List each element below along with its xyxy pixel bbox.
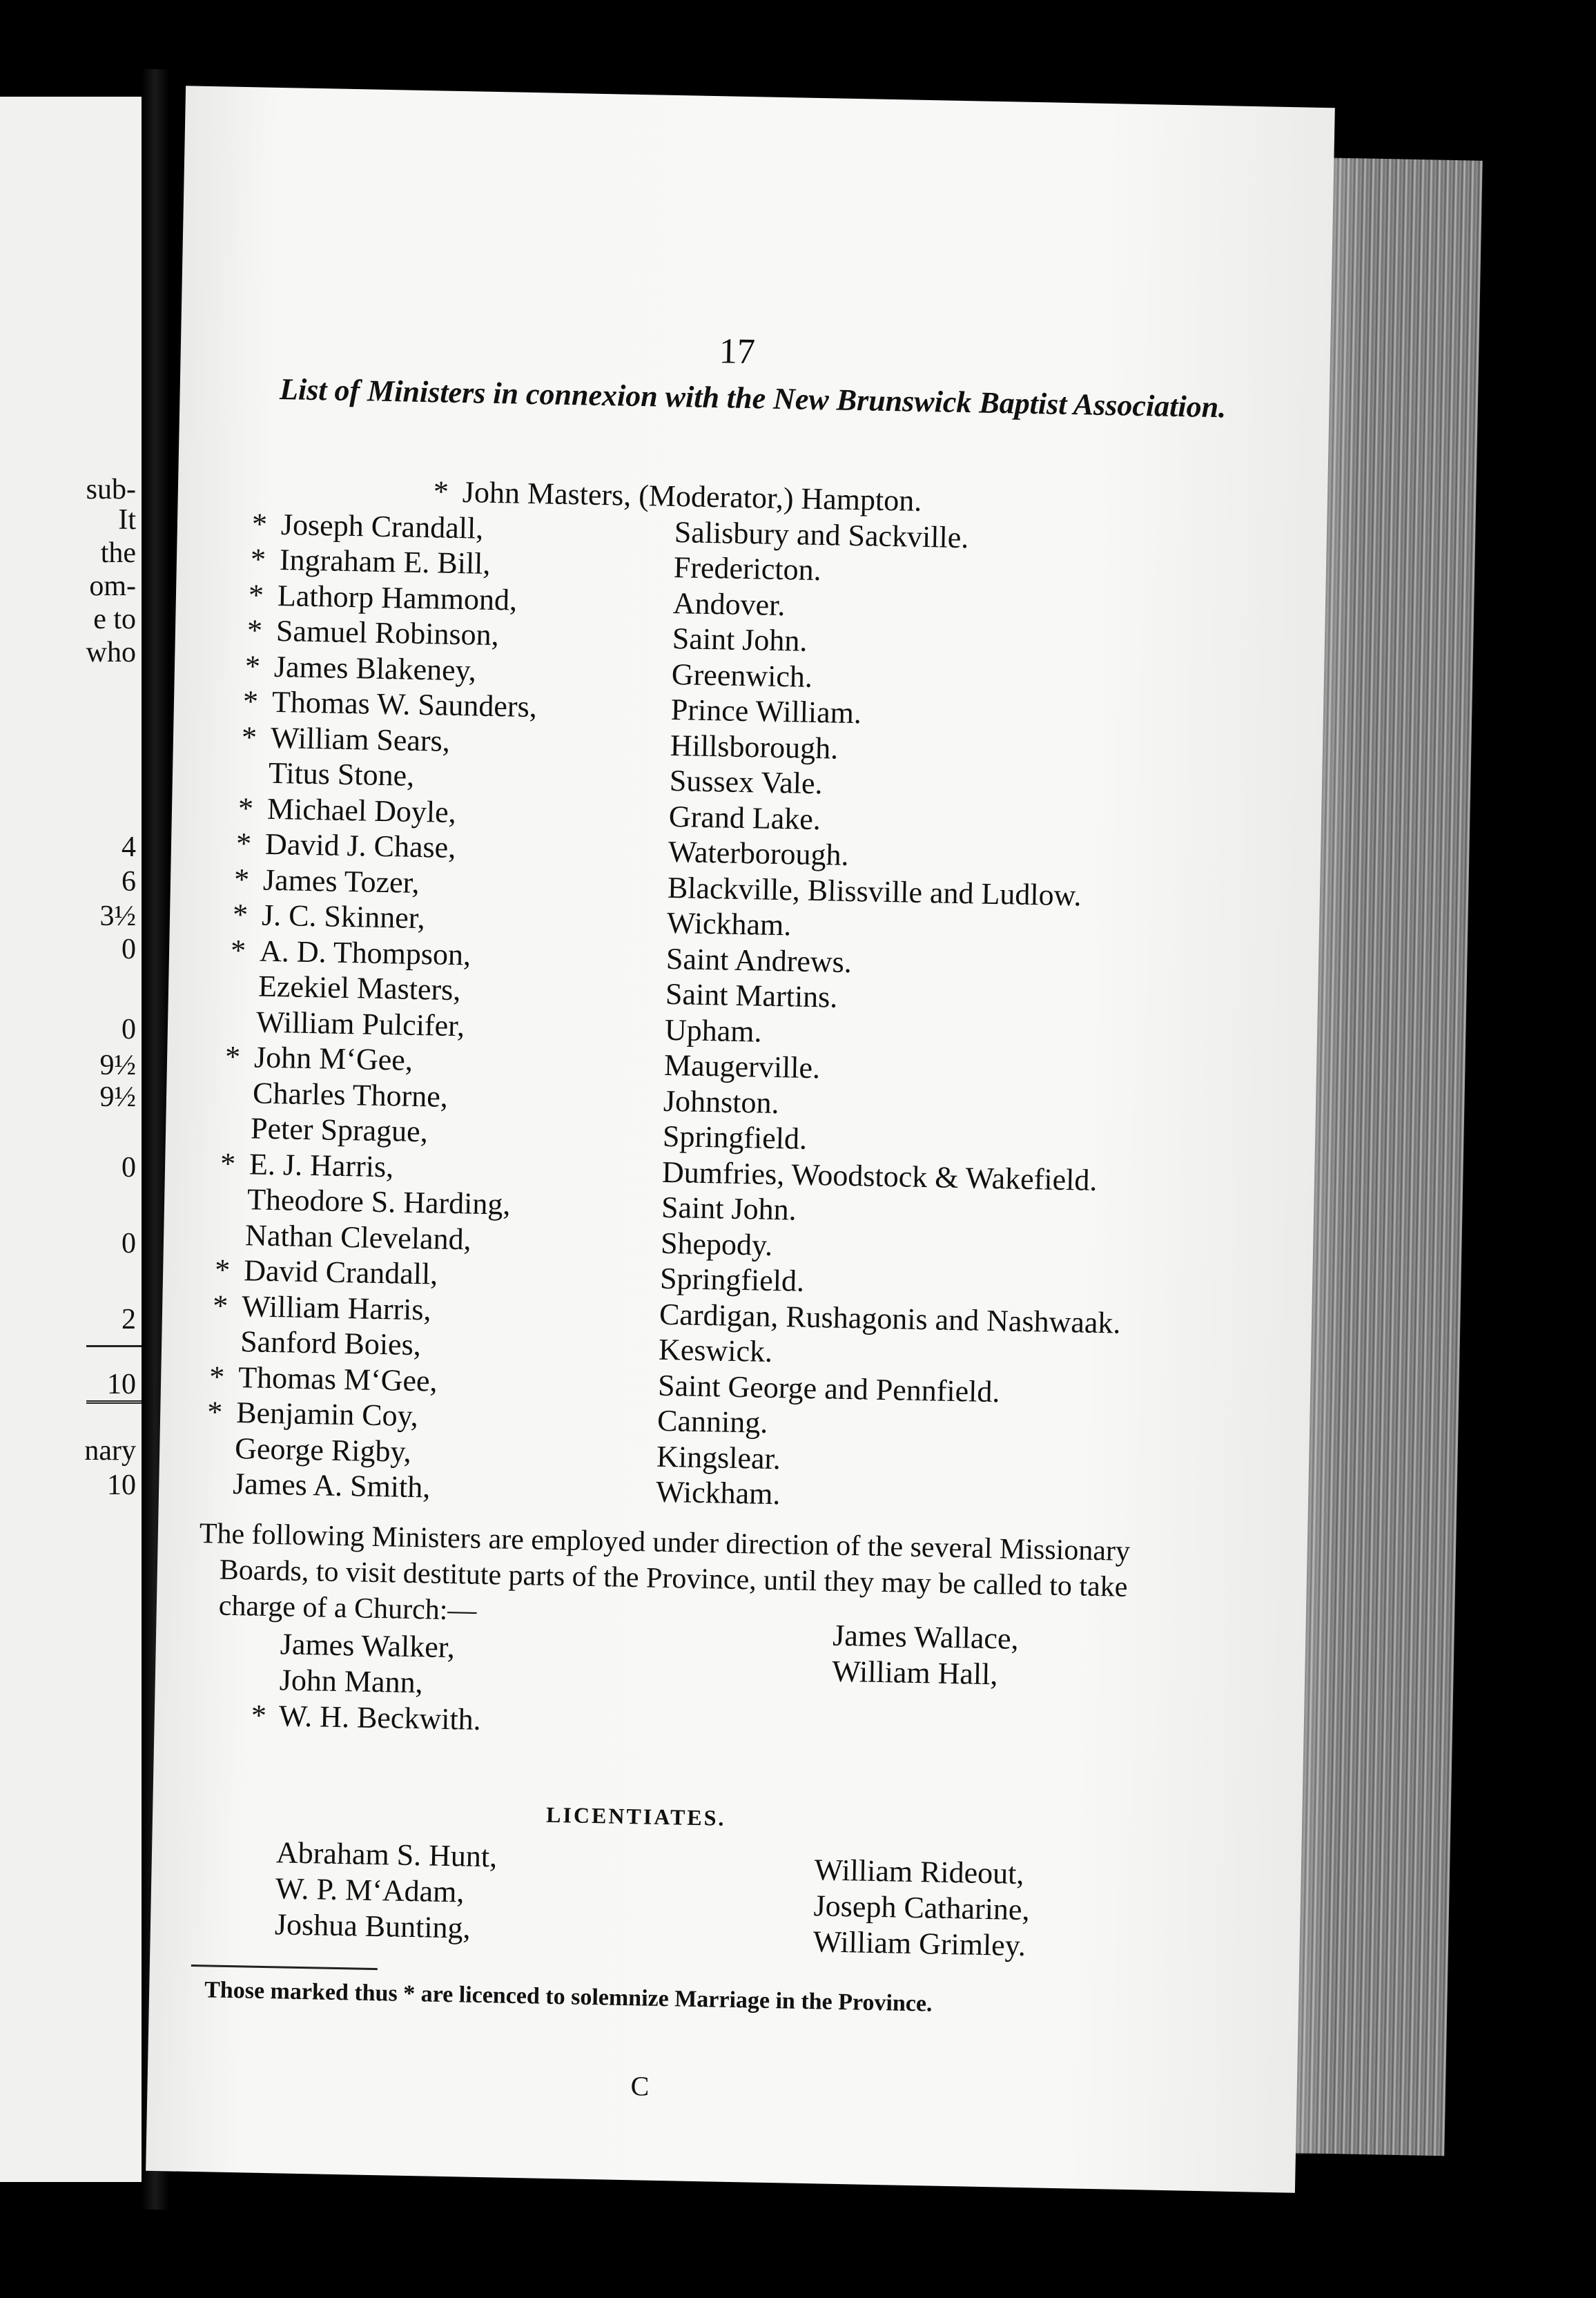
left-page-line: 0: [121, 1152, 136, 1184]
minister-place: Cardigan, Rushagonis and Nashwaak.: [659, 1297, 1121, 1340]
minister-place: Andover.: [672, 586, 786, 622]
missionary-name: John Mann,: [279, 1663, 424, 1700]
minister-place: Grand Lake.: [668, 799, 821, 836]
minister-place: Dumfries, Woodstock & Wakefield.: [661, 1155, 1098, 1197]
minister-name: J. C. Skinner,: [261, 898, 426, 936]
missionary-paragraph: The following Ministers are employed under direction of the several Missionary Boards, to visit destitute parts of the Province, until they may be called to take charge of a Church:—: [199, 1518, 1131, 1627]
minister-place: Salisbury and Sackville.: [674, 514, 969, 554]
minister-place: Wickham.: [655, 1474, 781, 1512]
minister-name: John M‘Gee,: [253, 1040, 413, 1077]
minister-place: Springfield.: [662, 1119, 808, 1156]
marriage-mark: *: [206, 1395, 223, 1429]
minister-place: Canning.: [656, 1403, 768, 1440]
left-page-line: the: [100, 537, 136, 569]
minister-name: James Blakeney,: [273, 649, 477, 688]
minister-place: Wickham.: [666, 905, 792, 943]
marriage-mark: *: [250, 542, 266, 577]
missionary-left: [251, 1662, 423, 1701]
missionary-name: W. H. Beckwith.: [278, 1699, 482, 1737]
marriage-mark: *: [230, 933, 246, 967]
minister-place: Sussex Vale.: [669, 763, 824, 801]
missionary-left: [251, 1698, 481, 1737]
left-facing-page: [0, 97, 142, 2182]
left-page-line: sub-: [86, 474, 136, 505]
marriage-mark: [206, 1430, 234, 1431]
marriage-mark: *: [214, 1253, 231, 1287]
marriage-mark: [224, 1074, 252, 1075]
minister-place: Saint John.: [661, 1190, 797, 1227]
signature-mark: C: [630, 2070, 650, 2102]
licentiate-left: Abraham S. Hunt,: [275, 1835, 498, 1874]
minister-name: Sanford Boies,: [240, 1324, 422, 1362]
minister-place: Keswick.: [658, 1332, 773, 1369]
marriage-mark: *: [251, 506, 268, 541]
minister-place: Fredericton.: [673, 550, 822, 588]
marriage-mark: [230, 968, 257, 969]
marriage-mark: [228, 1003, 255, 1004]
marriage-mark: [222, 1110, 250, 1111]
minister-name: Lathorp Hammond,: [277, 578, 518, 617]
missionary-right: James Wallace,: [832, 1618, 1019, 1656]
marriage-mark: *: [244, 648, 261, 684]
minister-place: Saint John.: [672, 621, 808, 658]
left-page-line: 9½: [99, 1081, 136, 1113]
minister-name: Thomas M‘Gee,: [237, 1360, 438, 1398]
page-number: 17: [719, 331, 756, 372]
minister-place: Saint Andrews.: [665, 941, 853, 979]
left-page-line: 9½: [99, 1050, 136, 1081]
minister-name: William Pulcifer,: [255, 1005, 465, 1043]
ministers-list: [178, 469, 1327, 1512]
left-page-line: 0: [121, 934, 136, 965]
marriage-mark: *: [235, 826, 252, 861]
minister-name: David J. Chase,: [264, 827, 456, 865]
marriage-mark: *: [233, 862, 250, 896]
minister-name: Nathan Cleveland,: [244, 1217, 472, 1257]
missionary-left: [252, 1626, 455, 1665]
minister-place: Saint George and Pennfield.: [657, 1368, 1000, 1409]
marriage-mark: *: [208, 1359, 225, 1394]
minister-name: James Tozer,: [262, 862, 420, 900]
minister-name: Ingraham E. Bill,: [279, 543, 491, 581]
minister-place: Blackville, Blissville and Ludlow.: [667, 870, 1082, 912]
marriage-mark: *: [212, 1288, 228, 1323]
minister-name: E. J. Harris,: [249, 1146, 394, 1184]
minister-place: Saint Martins.: [665, 976, 838, 1014]
licentiate-right: William Grimley.: [812, 1924, 1026, 1963]
minister-place: Maugerville.: [663, 1047, 821, 1085]
licentiate-right: Joseph Catharine,: [813, 1889, 1030, 1927]
minister-place: Upham.: [664, 1012, 763, 1049]
minister-name: William Harris,: [241, 1288, 432, 1326]
list-heading: List of Ministers in connexion with the New Brunswick Baptist Association.: [279, 371, 1227, 425]
main-page: [146, 86, 1335, 2192]
marriage-mark: *: [433, 474, 449, 509]
footnote-rule: [191, 1964, 378, 1970]
minister-name: A. D. Thompson,: [259, 934, 471, 972]
marriage-mark: [212, 1323, 240, 1324]
marriage-mark: *: [248, 577, 264, 612]
missionary-right: William Hall,: [831, 1654, 998, 1692]
minister-name: Thomas W. Saunders,: [271, 684, 538, 724]
left-page-line: 3½: [99, 900, 136, 932]
minister-name: Benjamin Coy,: [235, 1396, 419, 1433]
left-page-rule: [86, 1345, 142, 1347]
left-page-line: It: [118, 504, 136, 536]
left-page-line: who: [86, 637, 136, 668]
minister-place: Kingslear.: [656, 1439, 781, 1476]
marriage-mark: [204, 1465, 232, 1466]
marriage-mark: *: [220, 1146, 236, 1181]
left-page-double-rule: [86, 1400, 142, 1404]
missionary-name: James Walker,: [280, 1627, 456, 1665]
minister-name: James A. Smith,: [232, 1466, 431, 1505]
marriage-mark: *: [224, 1039, 241, 1074]
licentiate-left: W. P. M‘Adam,: [275, 1871, 465, 1909]
minister-name: John Masters, (Moderator,) Hampton.: [462, 475, 922, 518]
minister-name: William Sears,: [270, 720, 451, 758]
left-page-line: 10: [107, 1469, 136, 1501]
marriage-mark: *: [242, 684, 259, 719]
left-page-line: 6: [121, 866, 136, 898]
minister-name: Titus Stone,: [268, 755, 415, 793]
minister-name: Michael Doyle,: [266, 791, 457, 829]
minister-place: Greenwich.: [671, 657, 813, 694]
marriage-mark: [219, 1181, 246, 1182]
minister-name: Ezekiel Masters,: [257, 969, 461, 1007]
marriage-mark: *: [241, 720, 257, 754]
minister-place: Hillsborough.: [670, 728, 839, 766]
minister-name: Samuel Robinson,: [275, 613, 500, 653]
minister-place: Springfield.: [659, 1261, 805, 1298]
left-page-line: 0: [121, 1014, 136, 1045]
minister-place: Johnston.: [663, 1083, 779, 1120]
licentiate-right: William Rideout,: [814, 1853, 1024, 1891]
left-page-line: om-: [89, 570, 136, 602]
footnote: Those marked thus * are licenced to solemnize Marriage in the Province.: [204, 1977, 933, 2017]
left-page-line: nary: [84, 1435, 136, 1467]
minister-name: Theodore S. Harding,: [246, 1182, 511, 1222]
marriage-mark: *: [246, 613, 263, 648]
licentiate-left: Joshua Bunting,: [274, 1907, 471, 1945]
left-page-line: 10: [107, 1369, 136, 1400]
minister-place: Prince William.: [670, 692, 862, 731]
licentiates-heading: LICENTIATES.: [545, 1802, 726, 1831]
minister-place: Waterborough.: [668, 834, 849, 872]
marriage-mark: *: [251, 1698, 267, 1732]
minister-name: Charles Thorne,: [252, 1075, 449, 1114]
left-page-line: e to: [93, 604, 136, 635]
marriage-mark: *: [232, 897, 249, 932]
left-page-line: 2: [121, 1304, 136, 1335]
minister-place: Shepody.: [660, 1226, 773, 1262]
minister-name: George Rigby,: [234, 1431, 412, 1469]
marriage-mark: *: [237, 791, 254, 825]
minister-name: Joseph Crandall,: [280, 507, 484, 545]
left-page-line: 0: [121, 1228, 136, 1259]
left-page-line: 4: [121, 831, 136, 863]
minister-name: David Crandall,: [243, 1253, 438, 1291]
minister-name: Peter Sprague,: [250, 1111, 429, 1149]
